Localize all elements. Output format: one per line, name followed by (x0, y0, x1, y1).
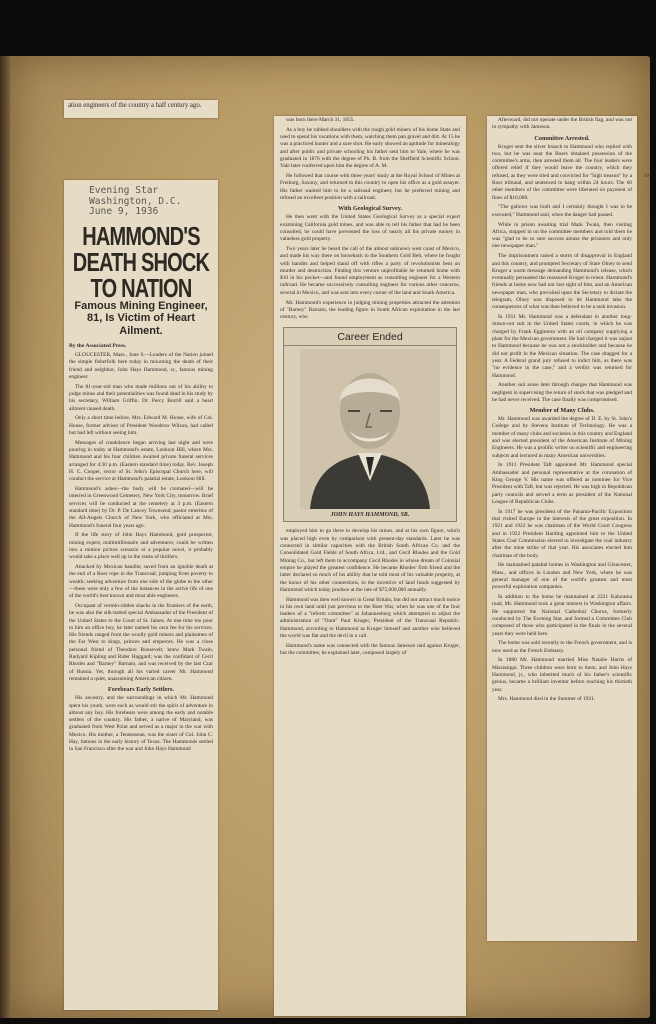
paragraph: In 1917 he was president of the Panama-Pacific Exposition that visited Europe in the interests of the great exposition. In 1921 and 1922 he was chairman of the World Court Congress and in 1922 President Harding appointed him to the United States Coal Commission elected to investigate the coal industry after the mine strike of that year. His associates elected him chairman of the body. (492, 508, 632, 559)
dateline-line: June 9, 1936 (89, 206, 159, 217)
paragraph: He followed that course with three years' study at the Royal School of Mines at Freiburg, Saxony, and returned to this country to open his office as a gold assayer. His father wanted him to be a railroad engineer, but he preferred mining and refused an excellent position with a railroad. (280, 173, 460, 201)
paragraph: As a boy he rubbed shoulders with the rough gold miners of his home State and used to spend his vacations with them, watching them pan gravel and dirt. At 15 he was a practiced hunter and a sure shot. He early showed an aptitude for mineralogy and after public and private schooling his father sent him to Yale, where he was graduated in 1876 with the degree of Ph. B. from the Sheffield Scientific School. Yale later conferred upon him the degree of A. M. (280, 126, 460, 170)
article-subhead: Forebears Early Settlers. (107, 686, 175, 694)
article-deck: Famous Mining Engineer, 81, Is Victim of Heart Ailment. (74, 299, 208, 337)
article-paragraphs (69, 352, 213, 683)
dateline-line: Washington, D.C. (89, 195, 182, 207)
paragraph: The 81-year-old man who made millions out of his ability to judge mines and their potentialities was found dead in his study by his secretary, William Griffin. Dr. Percy Burrill said a heart ailment caused death. (69, 383, 213, 412)
paragraph: Attacked by Mexican bandits; saved from an ignoble death at the end of a Boer rope in the Transvaal; jumping from poverty to wealth; seeking adventure from one side of the globe to the other—these were only a few of the instances in the active life of one of the world's best known and most able engineers. (69, 564, 213, 600)
paragraph: Messages of condolence began arriving last night and were pouring in today at Hammond's estate, Lookout Hill, where Mrs. Hammond and his four children awaited private funeral services arranged for 4:30 p.m. (Eastern standard time) today. Rev. Joseph H. C. Cooper, rector of St. John's Episcopal Church here, will conduct the service at Hammond's palatial estate, Lookout Hill. (69, 439, 213, 483)
clipping-continuation (274, 116, 466, 1016)
paragraph: employed him to go there to develop his mines, and at his own figure, which was placed high even by comparison with present-day standards. Later he was connected in similar capacities with the British South African Co. and the Consolidated Gold Fields of South Africa, Ltd., and Cecil Rhodes and the Gold Mining Co., but left them to accompany Cecil Rhodes in whose dream of Colonial empire he played the greatest confidence. He became Rhodes' firm friend and the latter declared so much of his ability that he told most of his valuable property, at the honor of his other connections, to the incentive of land funds suggested by Hammond which today produce at the rate of $75,000,000 annually. (280, 528, 460, 593)
watermark: HammondCastle.org (480, 992, 636, 1009)
paragraph: His ancestry, and the surroundings in which Mr. Hammond spent his youth, were such as would stir the spirit of adventure in almost any boy. His forebears were among the early and notable settlers of the country. His father, a native of Maryland, was graduated from West Point and served as a major in the war with Mexico. His mother, a Tennessean, was the sister of Col. John C. Hay, famous in the early history of Texas. The Hammonds settled in San Francisco after the war and John Hays Hammond (69, 695, 213, 753)
paragraph: Another suit arose later through charges that Hammond was negligent in supervising the return of stock that was pledged and he had never received. The case finally was compromised. (492, 382, 632, 403)
handwritten-dateline (69, 180, 213, 218)
clipping-fragment (64, 100, 218, 118)
article-subhead: Committee Arrested. (534, 134, 590, 142)
portrait-photo (292, 349, 448, 509)
article-subhead: With Geological Survey. (338, 205, 402, 213)
paragraph: Kruger sent the silver branch to Hammond who replied with two, but he was near the Boers obtained possession of the committee's arms, then arrested them all. The four leaders were offered relief if they would leave the country, which they refused, as they were tried and convicted for "high treason" by a Boer tribunal, and sentenced to hang within 24 hours. The 60 other members of the committee were liberated on payment of fines of $10,000. (492, 143, 632, 201)
paragraph: Hammond's ashes—the body will be cremated—will be interred in Greenwood Cemetery, New York City, tomorrow. Brief services will be conducted at the cemetery at 3 p.m. (Eastern standard time) by Dr. P. De Lancey Townsend, pastor emeritus of the All-Angels Church of New York, who officiated at Mrs. Hammond's funeral four years ago. (69, 486, 213, 529)
paragraph: GLOUCESTER, Mass., June 9.—Leaders of the Nation joined the simple fisherfolk here today in mourning the death of their friend and neighbor, John Hays Hammond, sr., famous mining engineer. (69, 352, 213, 380)
clipping-right-column (487, 116, 637, 941)
paragraph: Two years later he heard the call of the almost unknown west coast of Mexico, and made his way there on horseback to the Southern Gold Belt, where he fought with bandits and helped stand off with rifles a party of revolutionists bent on murder and destruction. Finding this venture unprofitable he returned home with $10 in his pocket—and found employment as consulting engineer for a Western railroad. He became successively consulting engineer for various other concerns, several in Mexico, and was sent into every corner of the land and South America. (280, 245, 460, 296)
paragraph: If the life story of John Hays Hammond, gold prospector, mining expert, multimillionaire and adventurer, could be written into a motion picture scenario or a popular novel, it probably would take a place well up in the ranks of thrillers. (69, 532, 213, 561)
paragraph: Mr. Hammond was awarded the degree of D. E. by St. John's College and by Stevens Institute of Technology. He was a member of many clubs and societies in this country and England and was elected president of the American Institute of Mining Engineers. He was a prolific writer on scientific and engineering subjects and lectured in many American universities. (492, 416, 632, 459)
page-number: 19 (644, 174, 649, 179)
photo-title: Career Ended (284, 331, 456, 346)
paragraph: In 1911 President Taft appointed Mr. Hammond special Ambassador and personal representative at the coronation of King George V. His name was offered as nominee for Vice President with Taft, but was rejected. He was high in Republican party councils and served a term as president of the National League of Republican Clubs. (492, 462, 632, 505)
clipping-main-article (64, 180, 218, 1010)
article-headline: HAMMOND'S DEATH SHOCK TO NATION (72, 222, 210, 303)
paragraph: Mr. Hammond's experience in judging mining properties attracted the attention of "Barney" Barnato, the leading figure in South African exploitation in the last century, who (280, 299, 460, 321)
paragraph: In 1880 Mr. Hammond married Miss Natalie Harris of Mississippi. Three children were born to them, and John Hays Hammond, jr., who inherited much of his father's scientific genius, became a brilliant inventor before reaching his thirtieth year. (492, 657, 632, 693)
portrait-photo-frame (283, 327, 457, 522)
paragraph: Hammond's name was connected with the famous Jameson raid against Kruger, but the committee, he explained later, composed largely of (280, 642, 460, 657)
portrait-illustration (300, 349, 440, 509)
paragraph: Occupant of vermin-ridden shacks in the frontiers of the earth, he was also the silk-hatted special Ambassador of the President of the United States to the Court of St. James. At one time too poor to hire an office boy, he later named his own fee for his services. His friends ranged from the woolly gold miners and plainsmen of the Far West to kings, princes and emperors. He was a close personal friend of Theodore Roosevelt; knew Mark Twain, Rudyard Kipling and Rider Haggard; was the confidant of Cecil Rhodes and "Barney" Barnato, and was received by the last Czar of Russia. Yet, through all his varied career Mr. Hammond remained a quiet, unassuming American citizen. (69, 603, 213, 682)
paragraph: Afterward, did not operate under the British flag, and was not in sympathy with Jameson. (492, 117, 632, 131)
paragraph: The imprisonment raised a storm of disapproval in England and this country, and prompted Secretary of State Olney to send Kruger a warm message demanding Hammond's release, which eventually persuaded the reassured Kruger to relent. Hammond's friends at home now had not lost sight of him, and an American newspaper man, who prevailed upon the Secretary to dictate the telegram, Olney was disposed to let Hammond take the consequences of what was then believed to be a rash invasion. (492, 253, 632, 311)
paragraph: He then went with the United States Geological Survey as a special expert examining California gold mines, and was able to tell his father that had he been consulted, he could have prevented the loss of nearly all his private money in valueless gold property. (280, 214, 460, 243)
paragraph: He maintained palatial homes in Washington and Gloucester, Mass., and offices in London and New York, where he was general manager of one of the world's greatest and most powerful exploration companies. (492, 562, 632, 591)
paragraph: While in prison awaiting trial Mark Twain, then visiting Africa, stopped in on the committee members and told them he was "glad to be so sure success amuse the prisoners and only one newspaper man." (492, 221, 632, 250)
paragraph: In 1911 Mr. Hammond was a defendant in another long-drawn-out suit in the United States courts, in which he was charged by Frank Eggleston with an oil company supplying a plant for the Mexican government. He had charged it was unjust to Hammond because he was not a stockholder and because he did not profit in the Mexican situation. The case dragged for a year. A Federal grand jury refused to indict him, as there was "no evidence in the case," and a verdict was returned for Hammond. (492, 314, 632, 379)
dateline-line: Evening Star (89, 185, 159, 196)
fragment-text: ation engineers of the country a half century ago. (68, 102, 202, 109)
paragraph: The home was sold recently to the French government, and is now used as the French Embassy. (492, 640, 632, 654)
paragraph: Hammond was then well known in Great Britain, but did not attract much notice in his own land until just previous to the Boer War, when he was one of the four leaders of a "reform committee" at Johannesburg which attempted to adjust the administration of "Oom" Paul Kruger, President of the Transvaal Republic. Hammond, according to Hammond as Kruger himself and another who believed the world was flat and the devil in a call. (280, 596, 460, 640)
paragraph: "The gallows was built and I certainly thought I was to be executed," Hammond said, when the danger had passed. (492, 204, 632, 218)
paragraph: Only a short time before, Mrs. Edward M. House, wife of Col. House, former adviser of President Woodrow Wilson, had called but had left without seeing him. (69, 415, 213, 436)
photo-caption: JOHN HAYS HAMMOND, SR. (330, 512, 410, 519)
paragraph: was born there March 31, 1855. (286, 117, 355, 123)
paragraph: Mrs. Hammond died in the Summer of 1931. (498, 696, 596, 703)
article-subhead: Member of Many Clubs. (529, 407, 595, 415)
paragraph: In addition to the home he maintained at 2221 Kalorama road, Mr. Hammond took a great interest in Washington affairs. He supported the National Cathedral Chorus, formerly conducted by The Evening Star, and formed a Committee Club composed of those who participated in the finals in the several years they were held here. (492, 594, 632, 637)
article-byline: By the Associated Press. (69, 343, 127, 349)
